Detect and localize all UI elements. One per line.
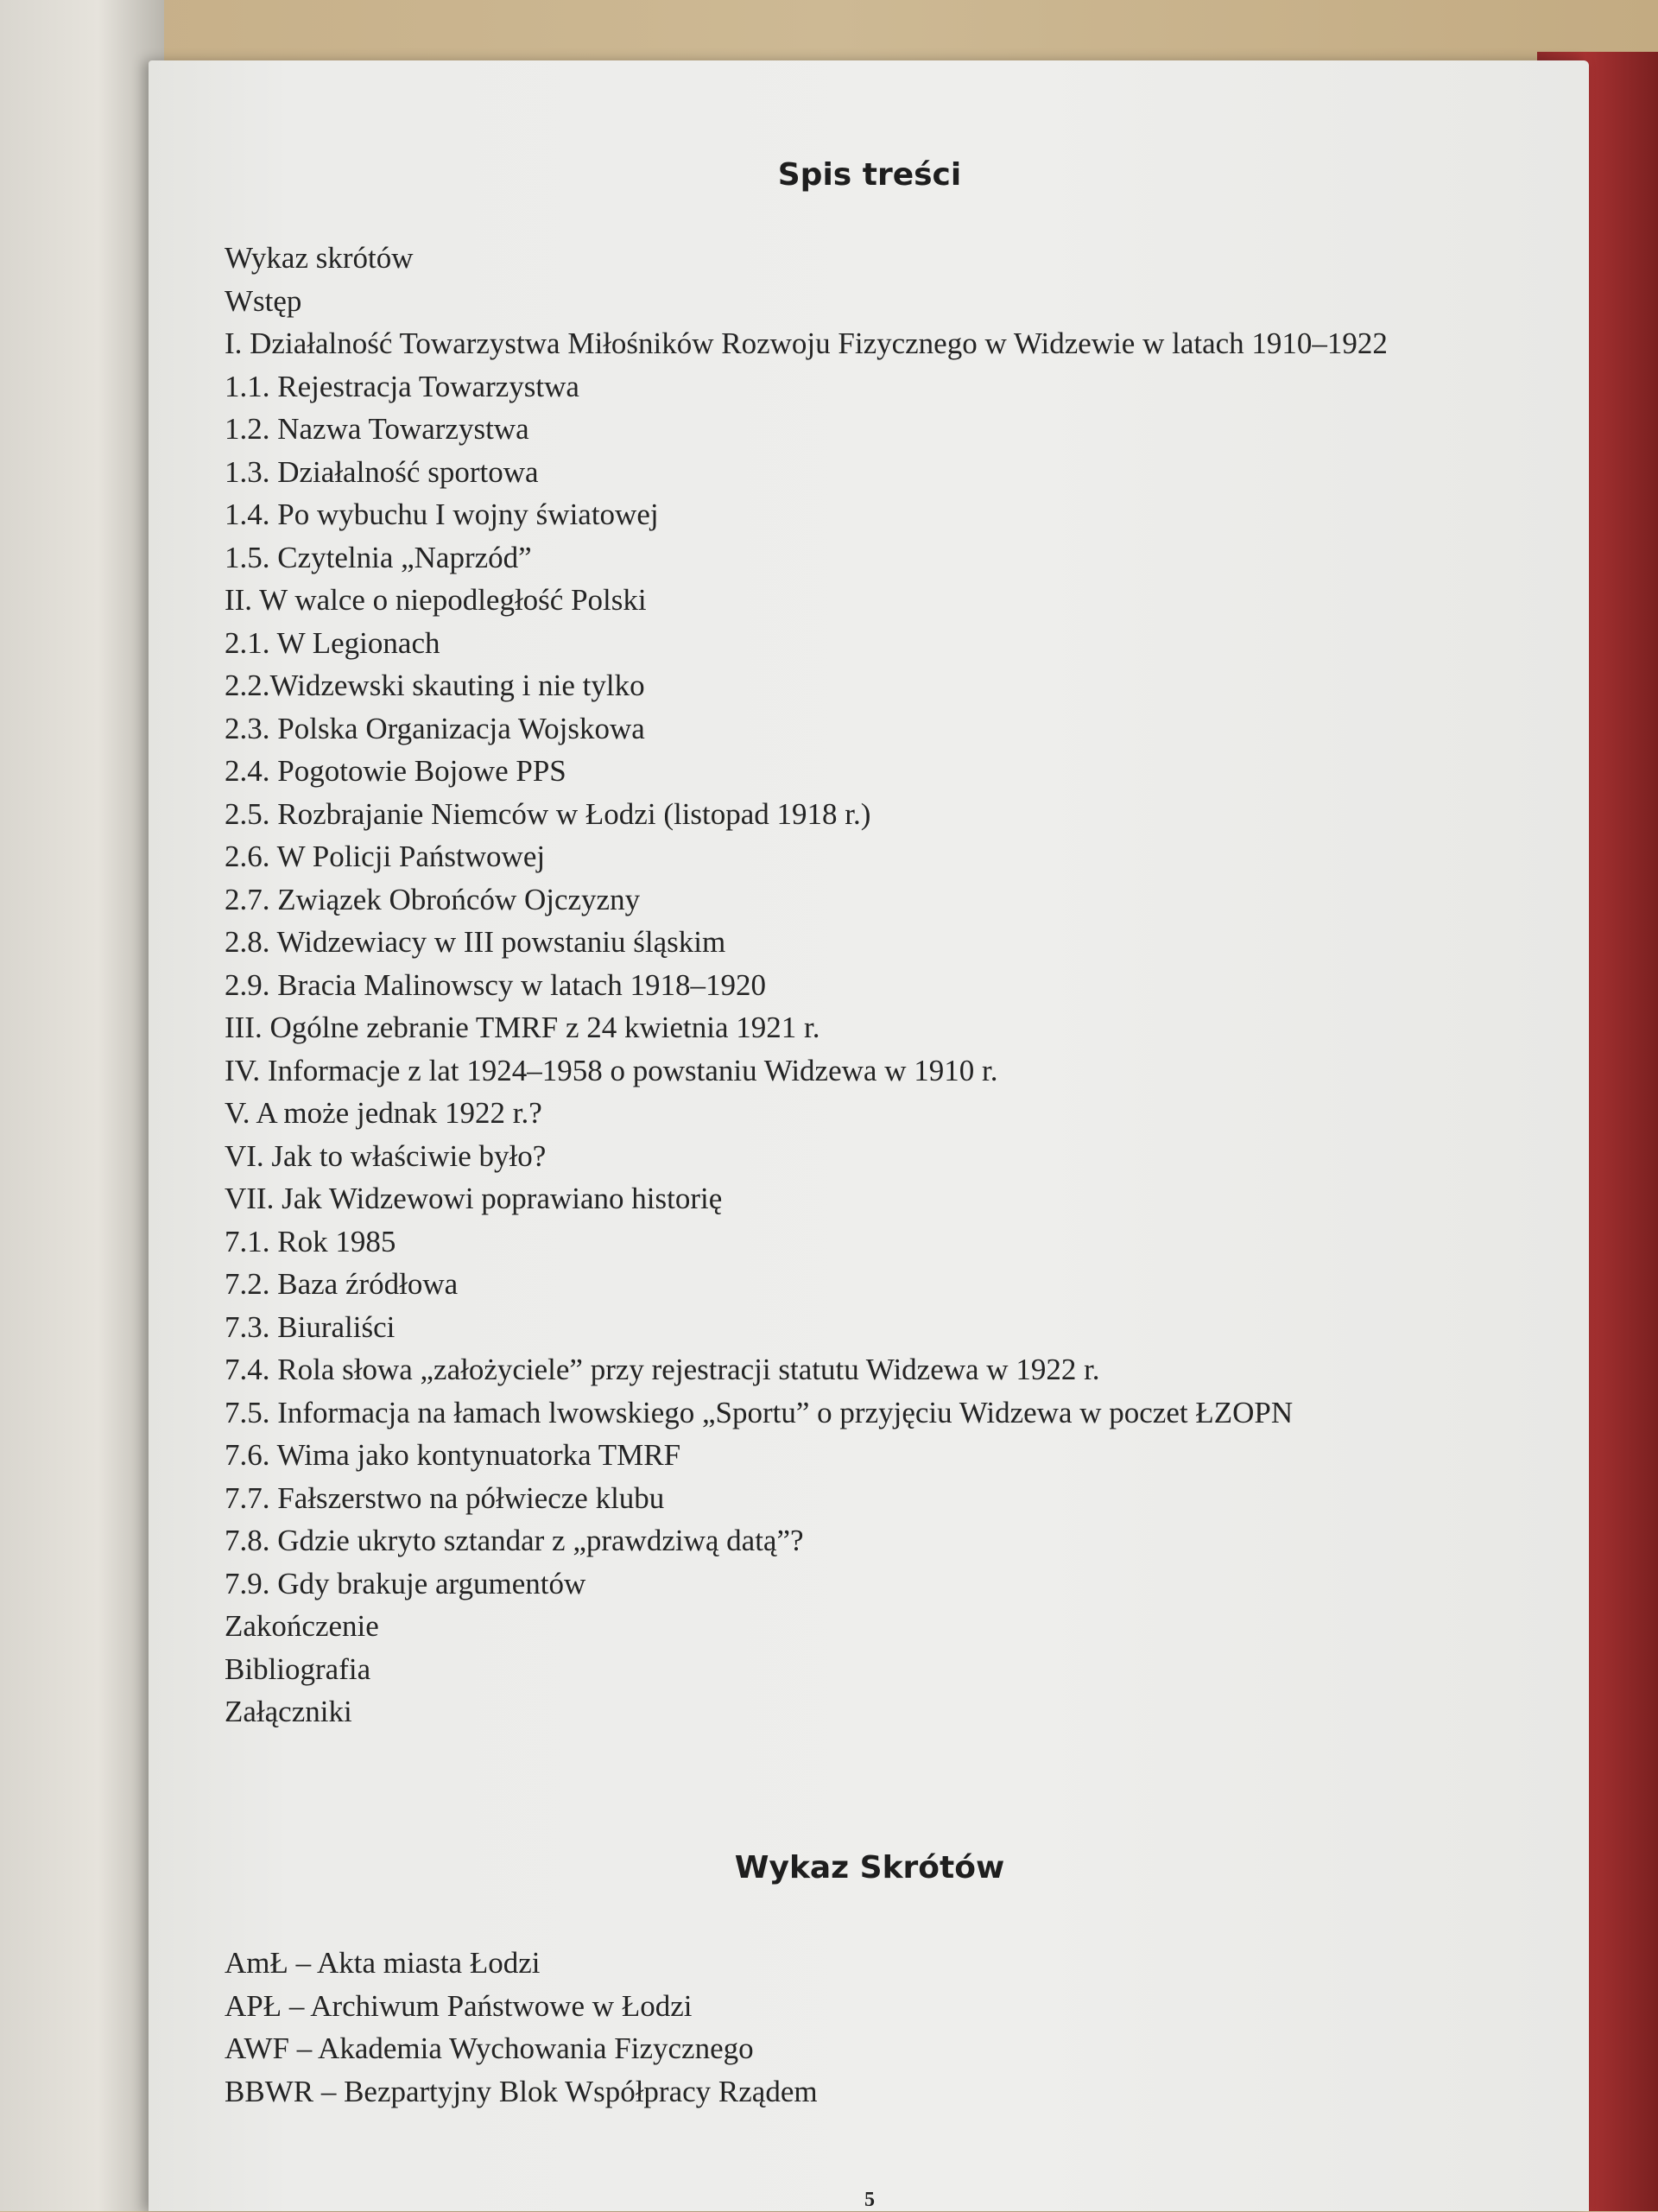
toc-entry: Bibliografia <box>225 1651 371 1686</box>
toc-entry: 7.6. Wima jako kontynuatorka TMRF <box>225 1438 681 1472</box>
abbreviation-entry: APŁ – Archiwum Państwowe w Łodzi <box>225 1988 693 2023</box>
toc-entry: II. W walce o niepodległość Polski <box>225 583 647 617</box>
toc-entry: 7.3. Biuraliści <box>225 1309 396 1344</box>
toc-entry: Wykaz skrótów <box>225 241 414 275</box>
toc-entry: 2.6. W Policji Państwowej <box>225 840 546 873</box>
toc-entry: V. A może jednak 1922 r.? <box>225 1096 542 1130</box>
toc-entry: 1.3. Działalność sportowa <box>225 454 539 489</box>
toc-entry: 1.1. Rejestracja Towarzystwa <box>225 369 579 403</box>
toc-entry: 1.2. Nazwa Towarzystwa <box>225 412 529 446</box>
toc-entry: 1.4. Po wybuchu I wojny światowej <box>225 498 659 531</box>
toc-entry: 2.1. W Legionach <box>225 625 440 660</box>
toc-entry: Załączniki <box>225 1695 352 1728</box>
abbreviations-title: Wykaz Skrótów <box>734 1850 1005 1886</box>
toc-entry: 7.9. Gdy brakuje argumentów <box>225 1566 586 1600</box>
abbreviation-entry: AmŁ – Akta miasta Łodzi <box>225 1946 541 1980</box>
toc-entry: I. Działalność Towarzystwa Miłośników Rozwoju Fizycznego w Widzewie w latach 1910–1922 <box>225 326 1388 360</box>
toc-entry: VI. Jak to właściwie było? <box>225 1138 547 1173</box>
toc-title: Spis treści <box>777 157 962 193</box>
toc-entry: III. Ogólne zebranie TMRF z 24 kwietnia 1921 r. <box>225 1011 820 1044</box>
abbreviation-entry: AWF – Akademia Wychowania Fizycznego <box>225 2031 754 2065</box>
facing-page-edge <box>0 0 164 2211</box>
toc-entry: 1.5. Czytelnia „Naprzód” <box>225 540 532 574</box>
toc-entry: 7.2. Baza źródłowa <box>225 1267 459 1301</box>
toc-entry: Zakończenie <box>225 1609 379 1643</box>
toc-entry: 2.2.Widzewski skauting i nie tylko <box>225 669 645 702</box>
toc-entry: VII. Jak Widzewowi poprawiano historię <box>225 1182 723 1215</box>
page-number: 5 <box>864 2189 875 2211</box>
toc-entry: 2.9. Bracia Malinowscy w latach 1918–1920 <box>225 967 766 1002</box>
page-content <box>149 60 1589 2211</box>
toc-entry: 7.7. Fałszerstwo na półwiecze klubu <box>225 1480 665 1515</box>
toc-entry: 2.4. Pogotowie Bojowe PPS <box>225 754 566 788</box>
abbreviation-entry: BBWR – Bezpartyjny Blok Współpracy Rządem <box>225 2074 818 2108</box>
toc-list <box>225 237 1388 1733</box>
toc-entry: 2.3. Polska Organizacja Wojskowa <box>225 711 645 745</box>
toc-entry: 2.8. Widzewiacy w III powstaniu śląskim <box>225 925 726 959</box>
toc-entry: 7.1. Rok 1985 <box>225 1224 396 1258</box>
abbreviations-list <box>225 1942 818 2113</box>
toc-entry: 2.7. Związek Obrońców Ojczyzny <box>225 882 641 916</box>
toc-entry: Wstęp <box>225 283 302 318</box>
toc-entry: 7.5. Informacja na łamach lwowskiego „Sportu” o przyjęciu Widzewa w poczet ŁZOPN <box>225 1395 1294 1429</box>
book-page <box>149 60 1589 2211</box>
toc-entry: 7.8. Gdzie ukryto sztandar z „prawdziwą datą”? <box>225 1524 804 1557</box>
toc-entry: IV. Informacje z lat 1924–1958 o powstaniu Widzewa w 1910 r. <box>225 1053 998 1087</box>
toc-entry: 2.5. Rozbrajanie Niemców w Łodzi (listopad 1918 r.) <box>225 796 871 831</box>
toc-entry: 7.4. Rola słowa „założyciele” przy rejestracji statutu Widzewa w 1922 r. <box>225 1353 1100 1386</box>
